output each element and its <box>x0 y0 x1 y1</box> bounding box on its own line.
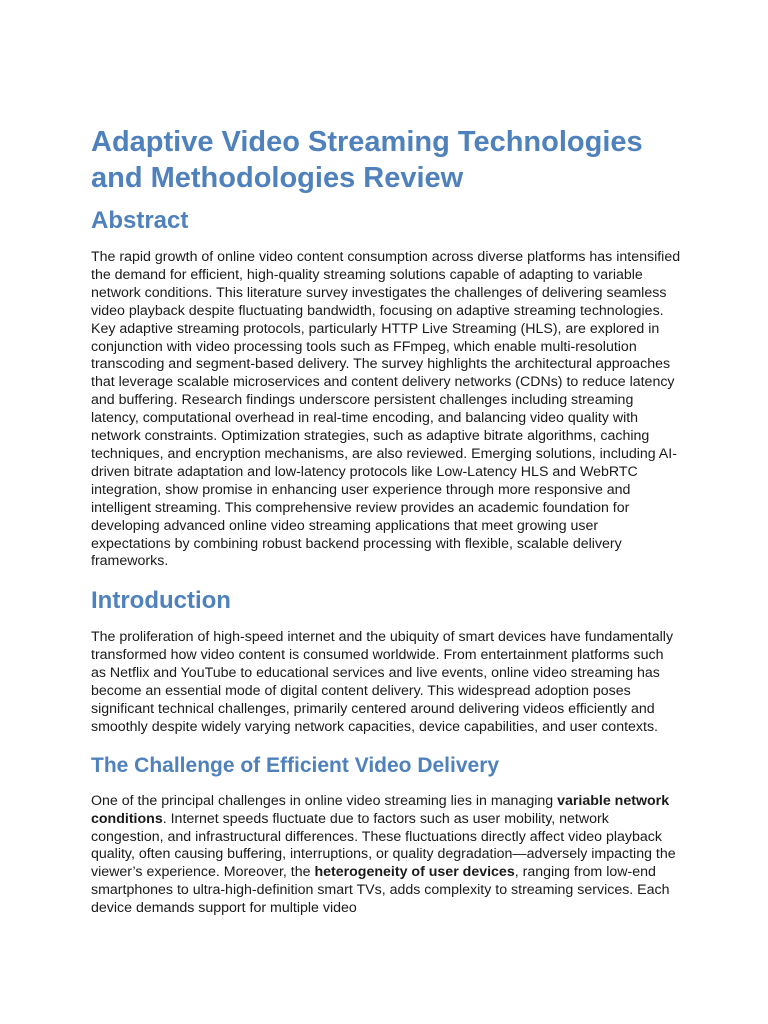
challenge-text-1: One of the principal challenges in online video streaming lies in managing <box>91 792 558 809</box>
challenge-paragraph <box>91 793 681 918</box>
document-title: Adaptive Video Streaming Technologies and Methodologies Review <box>91 126 643 194</box>
challenge-heading: The Challenge of Efficient Video Delivery <box>91 753 500 777</box>
challenge-text-3: , ranging from low-end smartphones to ultra-high-definition smart TVs, adds complexity to streaming services. Each device demands support for multiple video <box>91 864 670 917</box>
introduction-heading: Introduction <box>91 587 231 615</box>
document-page <box>91 124 681 933</box>
introduction-paragraph: The proliferation of high-speed internet and the ubiquity of smart devices have fundamentally transformed how video content is consumed worldwide. From entertainment platforms such as Netflix and YouTube to educational services and live events, online video streaming has become an essential mode of digital content delivery. This widespread adoption poses significant technical challenges, primarily centered around delivering videos efficiently and smoothly despite widely varying network capacities, device capabilities, and user contexts. <box>91 629 674 735</box>
challenge-text-2: . Internet speeds fluctuate due to factors such as user mobility, network congestion, and infrastructural differences. These fluctuations directly affect video playback quality, often causing buffering, interruptions, or quality degradation—adversely impacting the viewer’s experience. Moreover, the <box>91 810 676 881</box>
challenge-bold-variable-network: variable network conditions <box>91 792 670 827</box>
abstract-paragraph: The rapid growth of online video content consumption across diverse platforms has intensified the demand for efficient, high-quality streaming solutions capable of adapting to variable network conditions. This literature survey investigates the challenges of delivering seamless video playback despite fluctuating bandwidth, focusing on adaptive streaming technologies. Key adaptive streaming protocols, particularly HTTP Live Streaming (HLS), are explored in conjunction with video processing tools such as FFmpeg, which enable multi-resolution transcoding and segment-based delivery. The survey highlights the architectural approaches that leverage scalable microservices and content delivery networks (CDNs) to reduce latency and buffering. Research findings underscore persistent challenges including streaming latency, computational overhead in real-time encoding, and balancing video quality with network constraints. Optimization strategies, such as adaptive bitrate algorithms, caching techniques, and encryption mechanisms, are also reviewed. Emerging solutions, including AI-driven bitrate adaptation and low-latency protocols like Low-Latency HLS and WebRTC integration, show promise in enhancing user experience through more responsive and intelligent streaming. This comprehensive review provides an academic foundation for developing advanced online video streaming applications that meet growing user expectations by combining robust backend processing with flexible, scalable delivery frameworks. <box>91 249 681 570</box>
challenge-bold-device-heterogeneity: heterogeneity of user devices <box>314 864 515 881</box>
abstract-heading: Abstract <box>91 207 189 234</box>
